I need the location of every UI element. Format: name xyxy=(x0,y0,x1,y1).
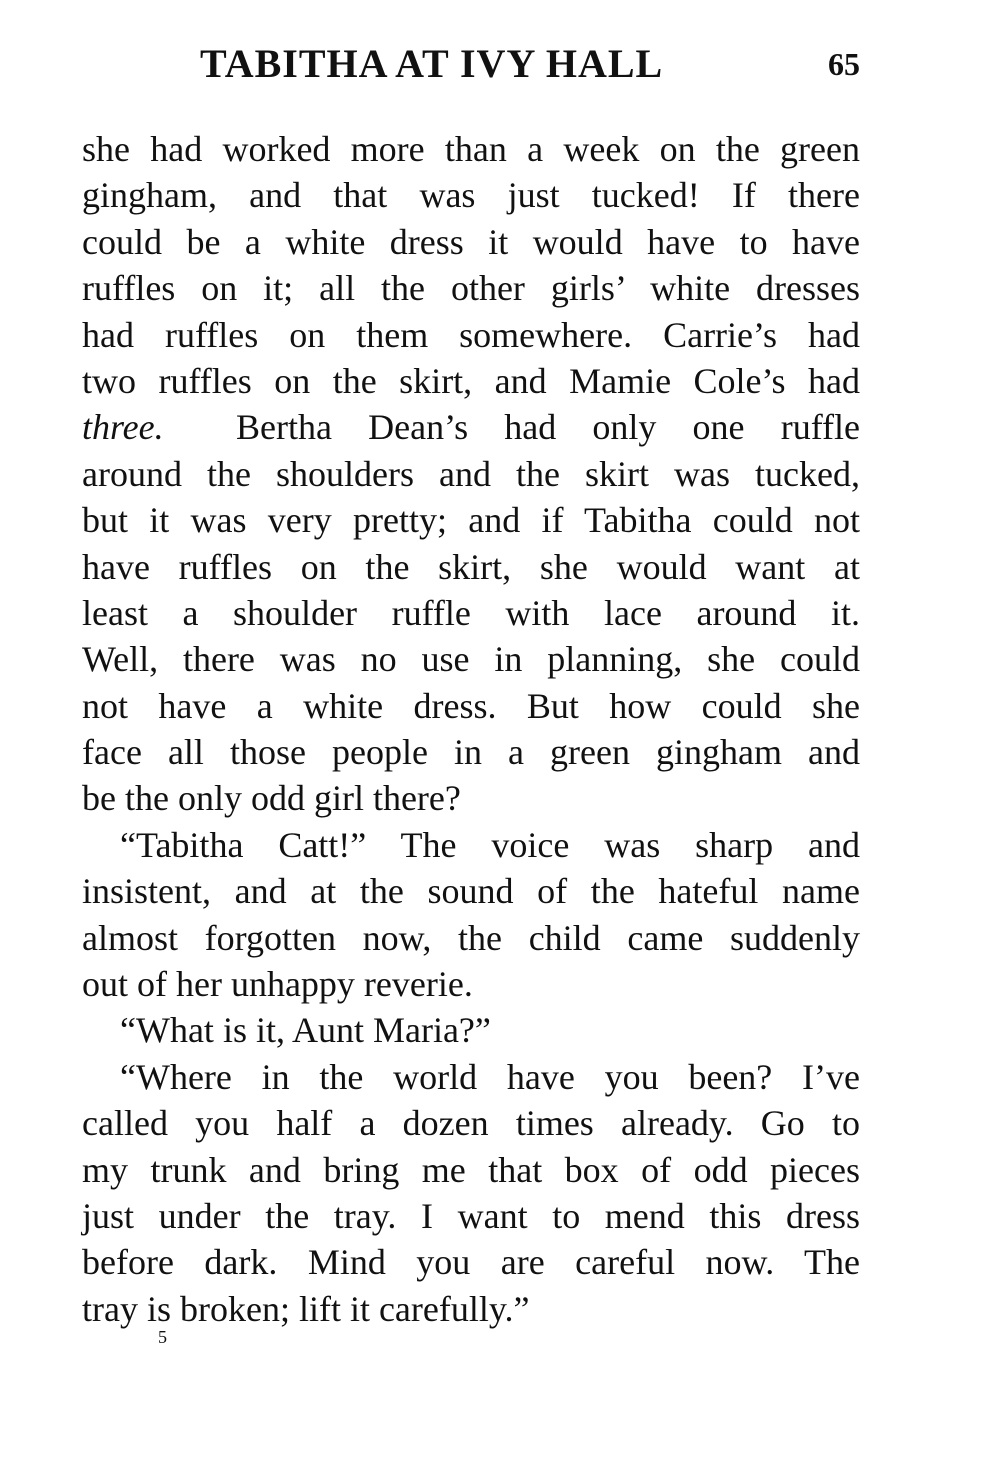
italic-emphasis: three. xyxy=(82,407,164,448)
text-line: gingham, and that was just tucked! If there xyxy=(82,175,860,216)
text-line: out of her unhappy reverie. xyxy=(82,964,473,1005)
body-text xyxy=(82,126,860,1332)
text-line: ruffles on it; all the other girls’ white dresses xyxy=(82,268,860,309)
text-line: around the shoulders and the skirt was tucked, xyxy=(82,453,860,494)
text-line: face all those people in a green gingham and xyxy=(82,732,860,773)
text-line: have ruffles on the skirt, she would want at xyxy=(82,546,860,587)
text-line: could be a white dress it would have to have xyxy=(82,221,860,262)
text-line: “Tabitha Catt!” The voice was sharp and xyxy=(120,824,860,865)
running-head xyxy=(200,38,860,90)
text-line: my trunk and bring me that box of odd pieces xyxy=(82,1149,860,1190)
text-line xyxy=(82,404,860,450)
text-line-rest: Bertha Dean’s had only one ruffle xyxy=(235,407,861,448)
running-title: TABITHA AT IVY HALL xyxy=(200,41,664,86)
text-line: she had worked more than a week on the green xyxy=(82,129,860,169)
text-line: be the only odd girl there? xyxy=(82,778,461,819)
text-line: before dark. Mind you are careful now. The xyxy=(82,1242,860,1283)
text-line: insistent, and at the sound of the hateful name xyxy=(82,871,860,912)
text-line: not have a white dress. But how could she xyxy=(82,685,860,726)
text-line: Well, there was no use in planning, she could xyxy=(82,639,860,680)
text-line: called you half a dozen times already. Go to xyxy=(82,1103,860,1144)
text-line: just under the tray. I want to mend this dress xyxy=(82,1195,860,1236)
text-line: tray is broken; lift it carefully.” xyxy=(82,1288,530,1329)
text-line: had ruffles on them somewhere. Carrie’s had xyxy=(82,314,860,355)
text-line: “Where in the world have you been? I’ve xyxy=(120,1056,860,1097)
text-line: least a shoulder ruffle with lace around it. xyxy=(82,592,860,633)
page-number: 65 xyxy=(828,46,860,82)
text-line: but it was very pretty; and if Tabitha could not xyxy=(82,500,860,541)
text-line: almost forgotten now, the child came suddenly xyxy=(82,917,860,958)
text-line: “What is it, Aunt Maria?” xyxy=(120,1010,491,1051)
text-line: two ruffles on the skirt, and Mamie Cole’s had xyxy=(82,360,860,401)
signature-mark: 5 xyxy=(158,1327,167,1347)
